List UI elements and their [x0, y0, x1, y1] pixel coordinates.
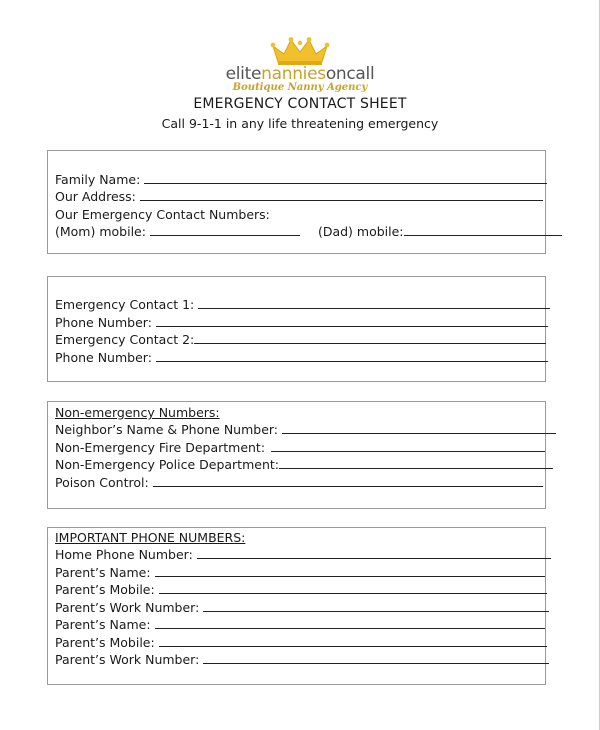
dad-mobile-field[interactable]	[404, 223, 562, 236]
agency-logo	[0, 36, 600, 93]
parent-mobile-2-label: Parent’s Mobile:	[55, 635, 155, 650]
fire-label: Non-Emergency Fire Department:	[55, 440, 266, 455]
document-subtitle: Call 9-1-1 in any life threatening emergency	[161, 116, 439, 131]
phone2-label: Phone Number:	[55, 350, 152, 365]
phone1-label: Phone Number:	[55, 315, 152, 330]
police-label: Non-Emergency Police Department:	[55, 457, 279, 472]
parent-mobile-2-row	[55, 634, 547, 651]
family-name-label: Family Name:	[55, 172, 141, 187]
crown-icon	[269, 36, 331, 66]
neighbor-field[interactable]	[282, 421, 556, 434]
home-phone-row	[55, 546, 551, 563]
parent-work-1-row	[55, 599, 549, 616]
poison-label: Poison Control:	[55, 475, 149, 490]
address-label: Our Address:	[55, 189, 136, 204]
emergency-numbers-row	[55, 206, 270, 223]
dad-mobile-label: (Dad) mobile:	[317, 224, 404, 239]
important-heading-row	[55, 529, 245, 546]
important-numbers-box	[47, 527, 546, 685]
phone2-field[interactable]	[156, 349, 548, 362]
police-row	[55, 456, 553, 473]
parent-work-1-field[interactable]	[203, 599, 549, 612]
parent-mobile-1-row	[55, 581, 547, 598]
address-field[interactable]	[140, 188, 543, 201]
document-title: EMERGENCY CONTACT SHEET	[193, 96, 407, 112]
poison-row	[55, 474, 543, 491]
parent-mobile-2-field[interactable]	[159, 634, 547, 647]
parent-work-2-label: Parent’s Work Number:	[55, 652, 200, 667]
important-heading: IMPORTANT PHONE NUMBERS:	[55, 530, 246, 545]
neighbor-label: Neighbor’s Name & Phone Number:	[55, 422, 279, 437]
poison-field[interactable]	[153, 474, 543, 487]
fire-field[interactable]	[271, 439, 545, 452]
family-name-field[interactable]	[144, 171, 547, 184]
brand-tagline: Boutique Nanny Agency	[232, 82, 368, 93]
non-emergency-box	[47, 401, 546, 509]
home-phone-label: Home Phone Number:	[55, 547, 193, 562]
phone1-field[interactable]	[156, 314, 548, 327]
address-row	[55, 188, 543, 205]
home-phone-field[interactable]	[197, 546, 551, 559]
neighbor-row	[55, 421, 556, 438]
contact1-row	[55, 296, 550, 313]
brand-name	[0, 65, 600, 83]
mom-mobile-label: (Mom) mobile:	[55, 224, 146, 239]
non-emergency-heading: Non-emergency Numbers:	[55, 405, 220, 420]
parent-mobile-1-label: Parent’s Mobile:	[55, 582, 155, 597]
parent-name-1-label: Parent’s Name:	[55, 565, 151, 580]
parent-name-2-label: Parent’s Name:	[55, 617, 151, 632]
fire-row	[55, 439, 545, 456]
emergency-numbers-label: Our Emergency Contact Numbers:	[55, 207, 270, 222]
contact1-field[interactable]	[198, 296, 550, 309]
family-info-box	[47, 150, 546, 254]
police-field[interactable]	[279, 456, 553, 469]
contact1-label: Emergency Contact 1:	[55, 297, 195, 312]
non-emergency-heading-row	[55, 404, 220, 421]
family-name-row	[55, 171, 547, 188]
phone1-row	[55, 314, 548, 331]
brand-part-elite: elite	[225, 64, 262, 84]
parent-work-2-row	[55, 651, 549, 668]
parent-work-1-label: Parent’s Work Number:	[55, 600, 200, 615]
parent-name-1-field[interactable]	[155, 564, 545, 577]
phone2-row	[55, 349, 548, 366]
parent-name-2-field[interactable]	[155, 616, 545, 629]
brand-part-nannies: nannies	[261, 64, 326, 84]
emergency-contacts-box	[47, 276, 546, 382]
contact2-field[interactable]	[194, 331, 546, 344]
parent-name-2-row	[55, 616, 545, 633]
contact2-label: Emergency Contact 2:	[55, 332, 195, 347]
parent-work-2-field[interactable]	[203, 651, 549, 664]
parent-mobile-1-field[interactable]	[159, 581, 547, 594]
contact2-row	[55, 331, 546, 348]
mom-mobile-field[interactable]	[150, 223, 300, 236]
parent-name-1-row	[55, 564, 545, 581]
parents-mobile-row	[55, 223, 562, 240]
brand-part-oncall: oncall	[325, 64, 375, 84]
